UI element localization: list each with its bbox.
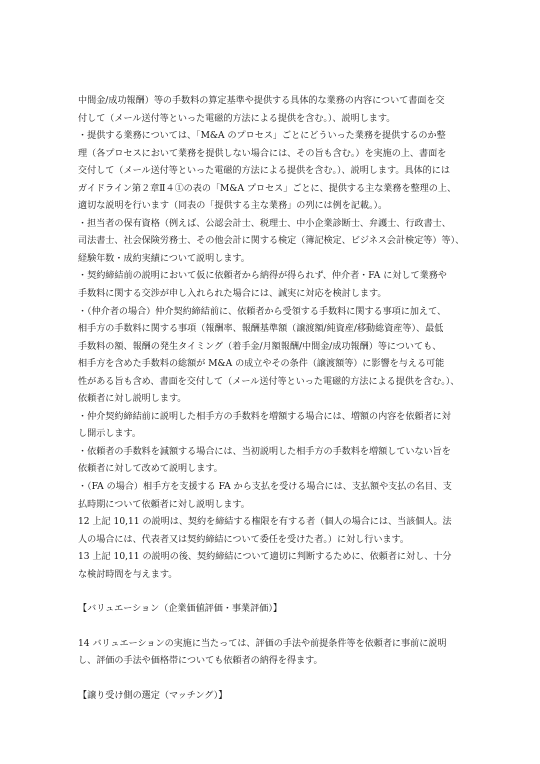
text-line: し、評価の手法や価格帯についても依頼者の納得を得ます。: [78, 656, 323, 667]
text-line: ・契約締結前の説明において仮に依頼者から納得が得られず、仲介者・FA に対して業務や: [78, 271, 447, 282]
heading-matching: 【譲り受け側の選定（マッチング）】: [78, 690, 228, 701]
text-line: ・担当者の保有資格（例えば、公認会計士、税理士、中小企業診断士、弁護士、行政書士、: [78, 218, 451, 229]
text-line: 手数料に関する交渉が申し入れられた場合には、誠実に対応を検討します。: [78, 289, 387, 300]
text-line: 相手方の手数料に関する事項（報酬率、報酬基準額（譲渡額/純資産/移動総資産等）、最低: [78, 324, 444, 335]
heading-valuation: 【バリュエーション（企業価値評価・事業評価）】: [78, 604, 282, 615]
text-line: 12 上記 10,11 の説明は、契約を締結する権限を有する者（個人の場合には、当該個人。法: [78, 517, 452, 528]
text-line: 適切な説明を行います（同表の「提供する主な業務」の列には例を記載。）。: [78, 201, 388, 212]
text-line: 手数料の額、報酬の発生タイミング（着手金/月額報酬/中間金/成功報酬）等についても、: [78, 341, 442, 352]
text-line: 中間金/成功報酬）等の手数料の算定基準や提供する具体的な業務の内容について書面を交: [78, 96, 445, 106]
text-line: ・依頼者の手数料を減額する場合には、当初説明した相手方の手数料を増額していない旨を: [78, 446, 451, 457]
paragraph-block-a: [78, 93, 478, 584]
text-line: 人の場合には、代表者又は契約締結について委任を受けた者。）に対し行います。: [78, 534, 410, 545]
text-line: ・（FA の場合）相手方を支援する FA から支払を受ける場合には、支払額や支払の名目、支: [78, 482, 452, 493]
text-line: ・仲介契約締結前に説明した相手方の手数料を増額する場合には、増額の内容を依頼者に対: [78, 411, 451, 422]
paragraph-block-b: [78, 636, 478, 671]
text-line: し開示します。: [78, 429, 141, 440]
text-line: 交付して（メール送付等といった電磁的方法による提供を含む。）、説明します。具体的には: [78, 166, 450, 177]
document-body: [78, 93, 478, 706]
text-line: 13 上記 10,11 の説明の後、契約締結について適切に判断するために、依頼者に対し、十分: [78, 552, 452, 563]
text-line: 依頼者に対し説明します。: [78, 394, 187, 405]
text-line: 付して（メール送付等といった電磁的方法による提供を含む。）、説明します。: [78, 113, 396, 124]
text-line: 理（各プロセスにおいて業務を提供しない場合には、その旨も含む。）を実施の上、書面を: [78, 148, 447, 159]
text-line: ・提供する業務については、「M&A のプロセス」ごとにどういった業務を提供するのか整: [78, 131, 446, 142]
text-line: な検討時間を与えます。: [78, 569, 178, 580]
text-line: ガイドライン第２章Ⅱ４①の表の「M&A プロセス」ごとに、提供する主な業務を整理の上、: [78, 183, 457, 194]
text-line: 性がある旨も含め、書面を交付して（メール送付等といった電磁的方法による提供を含む。）、: [78, 376, 460, 387]
text-line: 経験年数・成約実績について説明します。: [78, 253, 250, 264]
text-line: ・（仲介者の場合）仲介契約締結前に、依頼者から受領する手数料に関する事項に加えて、: [78, 306, 447, 317]
text-line: 相手方を含めた手数料の総額が M&A の成立やその条件（譲渡額等）に影響を与える可能: [78, 359, 445, 370]
text-line: 14 バリュエーションの実施に当たっては、評価の手法や前提条件等を依頼者に事前に説明: [78, 638, 447, 649]
text-line: 払時期について依頼者に対し説明します。: [78, 499, 250, 510]
text-line: 依頼者に対して改めて説明します。: [78, 464, 223, 475]
text-line: 司法書士、社会保険労務士、その他会計に関する検定（簿記検定、ビジネス会計検定等）等）、: [78, 236, 465, 247]
